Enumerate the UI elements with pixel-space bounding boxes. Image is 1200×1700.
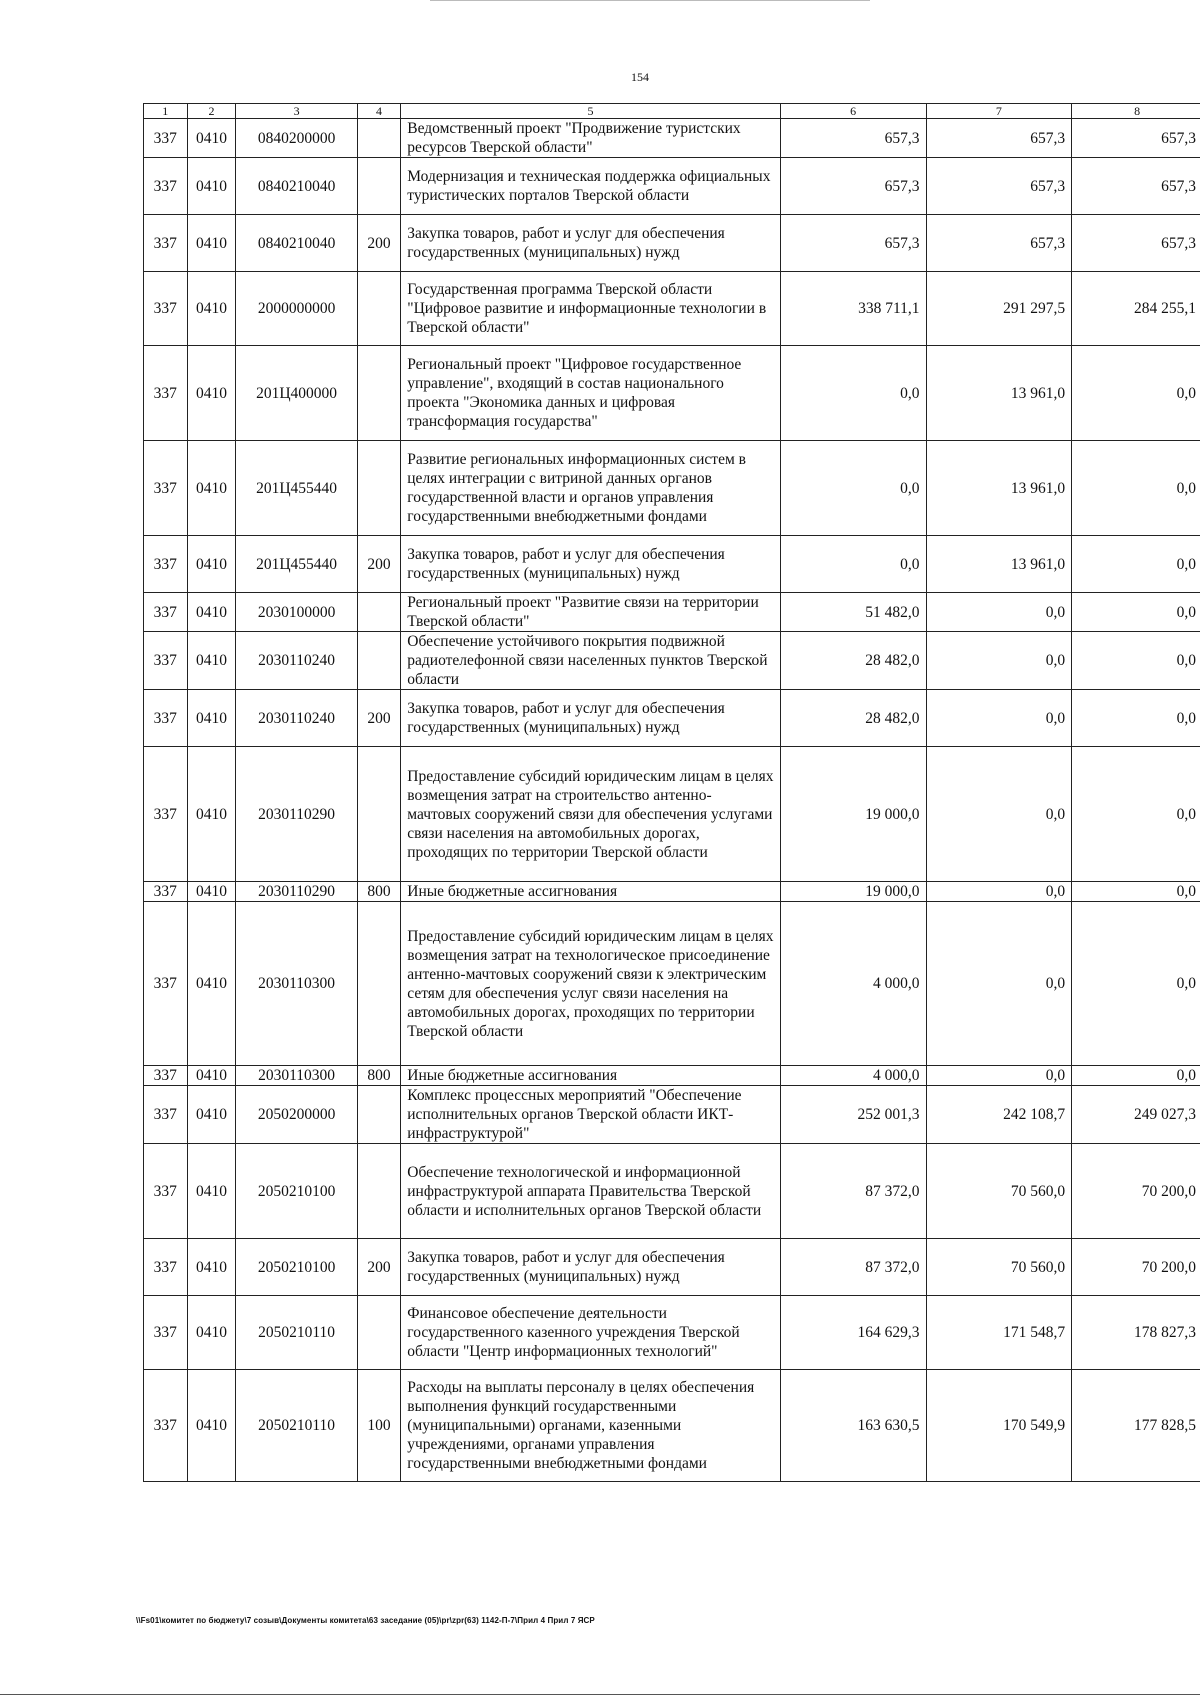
amount-year3-cell: 177 828,5 <box>1072 1370 1200 1482</box>
description-cell: Модернизация и техническая поддержка официальных туристических порталов Тверской области <box>401 158 781 215</box>
target-article-cell: 0840210040 <box>236 215 357 272</box>
target-article-cell: 2000000000 <box>236 272 357 346</box>
section-code-cell: 0410 <box>187 1296 236 1370</box>
amount-year3-cell: 249 027,3 <box>1072 1086 1200 1144</box>
admin-code-cell: 337 <box>144 346 188 441</box>
table-row <box>144 158 1200 215</box>
amount-year1-cell: 87 372,0 <box>780 1239 926 1296</box>
amount-year3-cell: 284 255,1 <box>1072 272 1200 346</box>
amount-year2-cell: 170 549,9 <box>926 1370 1072 1482</box>
table-row <box>144 902 1200 1066</box>
page-number: 154 <box>631 70 649 84</box>
amount-year1-cell: 164 629,3 <box>780 1296 926 1370</box>
column-header: 5 <box>401 104 781 119</box>
table-row <box>144 441 1200 536</box>
admin-code-cell: 337 <box>144 119 188 158</box>
amount-year1-cell: 87 372,0 <box>780 1144 926 1239</box>
expense-type-cell: 200 <box>357 1239 401 1296</box>
admin-code-cell: 337 <box>144 441 188 536</box>
section-code-cell: 0410 <box>187 1239 236 1296</box>
description-cell: Финансовое обеспечение деятельности государственного казенного учреждения Тверской области "Центр информационных технологий" <box>401 1296 781 1370</box>
admin-code-cell: 337 <box>144 1239 188 1296</box>
target-article-cell: 2030100000 <box>236 593 357 632</box>
budget-table <box>143 103 1200 1482</box>
section-code-cell: 0410 <box>187 536 236 593</box>
description-cell: Региональный проект "Развитие связи на территории Тверской области" <box>401 593 781 632</box>
description-cell: Ведомственный проект "Продвижение туристских ресурсов Тверской области" <box>401 119 781 158</box>
section-code-cell: 0410 <box>187 1066 236 1086</box>
amount-year3-cell: 0,0 <box>1072 632 1200 690</box>
description-cell: Закупка товаров, работ и услуг для обеспечения государственных (муниципальных) нужд <box>401 690 781 747</box>
amount-year3-cell: 0,0 <box>1072 593 1200 632</box>
amount-year2-cell: 0,0 <box>926 747 1072 882</box>
target-article-cell: 2030110300 <box>236 1066 357 1086</box>
expense-type-cell: 200 <box>357 690 401 747</box>
amount-year2-cell: 0,0 <box>926 690 1072 747</box>
description-cell: Региональный проект "Цифровое государственное управление", входящий в состав национального проекта "Экономика данных и цифровая трансформация государства" <box>401 346 781 441</box>
admin-code-cell: 337 <box>144 1370 188 1482</box>
amount-year2-cell: 657,3 <box>926 158 1072 215</box>
footer-file-path: \\Fs01\комитет по бюджету\7 созыв\Документы комитета\63 заседание (05)\pr\zpr(63) 1142-П-7\Прил 4 Прил 7 ЯСР <box>136 1616 595 1625</box>
section-code-cell: 0410 <box>187 882 236 902</box>
section-code-cell: 0410 <box>187 215 236 272</box>
amount-year1-cell: 28 482,0 <box>780 632 926 690</box>
column-header: 4 <box>357 104 401 119</box>
amount-year3-cell: 0,0 <box>1072 536 1200 593</box>
amount-year2-cell: 13 961,0 <box>926 441 1072 536</box>
description-cell: Предоставление субсидий юридическим лицам в целях возмещения затрат на строительство антенно-мачтовых сооружений связи для обеспечения услугами связи населения на автомобильных дорогах, проходящих по территории Тверской области <box>401 747 781 882</box>
section-code-cell: 0410 <box>187 690 236 747</box>
description-cell: Иные бюджетные ассигнования <box>401 882 781 902</box>
section-code-cell: 0410 <box>187 747 236 882</box>
section-code-cell: 0410 <box>187 1086 236 1144</box>
header-row <box>144 104 1200 119</box>
expense-type-cell: 800 <box>357 1066 401 1086</box>
table-row <box>144 882 1200 902</box>
amount-year1-cell: 657,3 <box>780 119 926 158</box>
target-article-cell: 201Ц455440 <box>236 441 357 536</box>
table-row <box>144 1239 1200 1296</box>
amount-year1-cell: 4 000,0 <box>780 1066 926 1086</box>
target-article-cell: 0840210040 <box>236 158 357 215</box>
target-article-cell: 2050210100 <box>236 1144 357 1239</box>
section-code-cell: 0410 <box>187 902 236 1066</box>
amount-year1-cell: 28 482,0 <box>780 690 926 747</box>
column-header: 2 <box>187 104 236 119</box>
table-row <box>144 536 1200 593</box>
amount-year2-cell: 70 560,0 <box>926 1239 1072 1296</box>
amount-year2-cell: 0,0 <box>926 632 1072 690</box>
expense-type-cell <box>357 158 401 215</box>
target-article-cell: 201Ц455440 <box>236 536 357 593</box>
target-article-cell: 201Ц400000 <box>236 346 357 441</box>
target-article-cell: 2030110290 <box>236 747 357 882</box>
table-row <box>144 1066 1200 1086</box>
admin-code-cell: 337 <box>144 882 188 902</box>
amount-year3-cell: 70 200,0 <box>1072 1144 1200 1239</box>
admin-code-cell: 337 <box>144 272 188 346</box>
amount-year1-cell: 657,3 <box>780 158 926 215</box>
table-row <box>144 690 1200 747</box>
top-rule <box>430 0 870 1</box>
amount-year2-cell: 657,3 <box>926 215 1072 272</box>
admin-code-cell: 337 <box>144 632 188 690</box>
table-row <box>144 119 1200 158</box>
admin-code-cell: 337 <box>144 215 188 272</box>
target-article-cell: 2030110290 <box>236 882 357 902</box>
expense-type-cell <box>357 346 401 441</box>
table-row <box>144 272 1200 346</box>
description-cell: Комплекс процессных мероприятий "Обеспечение исполнительных органов Тверской области ИКТ-инфраструктурой" <box>401 1086 781 1144</box>
bottom-rule <box>0 1694 1200 1695</box>
column-header: 8 <box>1072 104 1200 119</box>
expense-type-cell <box>357 441 401 536</box>
target-article-cell: 2030110300 <box>236 902 357 1066</box>
amount-year2-cell: 0,0 <box>926 593 1072 632</box>
amount-year1-cell: 338 711,1 <box>780 272 926 346</box>
section-code-cell: 0410 <box>187 272 236 346</box>
target-article-cell: 0840200000 <box>236 119 357 158</box>
amount-year2-cell: 70 560,0 <box>926 1144 1072 1239</box>
admin-code-cell: 337 <box>144 1086 188 1144</box>
table-row <box>144 593 1200 632</box>
expense-type-cell <box>357 747 401 882</box>
amount-year2-cell: 0,0 <box>926 882 1072 902</box>
amount-year1-cell: 657,3 <box>780 215 926 272</box>
amount-year2-cell: 13 961,0 <box>926 346 1072 441</box>
amount-year2-cell: 242 108,7 <box>926 1086 1072 1144</box>
amount-year3-cell: 0,0 <box>1072 747 1200 882</box>
column-header: 3 <box>236 104 357 119</box>
admin-code-cell: 337 <box>144 747 188 882</box>
description-cell: Государственная программа Тверской области "Цифровое развитие и информационные технологии в Тверской области" <box>401 272 781 346</box>
column-header: 1 <box>144 104 188 119</box>
description-cell: Обеспечение устойчивого покрытия подвижной радиотелефонной связи населенных пунктов Тверской области <box>401 632 781 690</box>
amount-year2-cell: 291 297,5 <box>926 272 1072 346</box>
description-cell: Предоставление субсидий юридическим лицам в целях возмещения затрат на технологическое присоединение антенно-мачтовых сооружений связи к электрическим сетям для обеспечения услуг связи населения на автомобильных дорогах, проходящих по территории Тверской области <box>401 902 781 1066</box>
amount-year2-cell: 0,0 <box>926 1066 1072 1086</box>
amount-year1-cell: 0,0 <box>780 346 926 441</box>
amount-year1-cell: 19 000,0 <box>780 747 926 882</box>
table-row <box>144 632 1200 690</box>
amount-year1-cell: 163 630,5 <box>780 1370 926 1482</box>
expense-type-cell: 200 <box>357 215 401 272</box>
section-code-cell: 0410 <box>187 158 236 215</box>
section-code-cell: 0410 <box>187 1144 236 1239</box>
amount-year1-cell: 19 000,0 <box>780 882 926 902</box>
expense-type-cell: 200 <box>357 536 401 593</box>
admin-code-cell: 337 <box>144 1144 188 1239</box>
amount-year3-cell: 0,0 <box>1072 441 1200 536</box>
amount-year1-cell: 0,0 <box>780 536 926 593</box>
target-article-cell: 2050200000 <box>236 1086 357 1144</box>
table-row <box>144 346 1200 441</box>
table-row <box>144 1296 1200 1370</box>
admin-code-cell: 337 <box>144 593 188 632</box>
description-cell: Обеспечение технологической и информационной инфраструктурой аппарата Правительства Тверской области и исполнительных органов Тверской области <box>401 1144 781 1239</box>
expense-type-cell <box>357 902 401 1066</box>
admin-code-cell: 337 <box>144 902 188 1066</box>
description-cell: Закупка товаров, работ и услуг для обеспечения государственных (муниципальных) нужд <box>401 215 781 272</box>
admin-code-cell: 337 <box>144 690 188 747</box>
amount-year3-cell: 0,0 <box>1072 1066 1200 1086</box>
amount-year2-cell: 171 548,7 <box>926 1296 1072 1370</box>
expense-type-cell: 800 <box>357 882 401 902</box>
admin-code-cell: 337 <box>144 1066 188 1086</box>
table-row <box>144 215 1200 272</box>
section-code-cell: 0410 <box>187 441 236 536</box>
amount-year1-cell: 252 001,3 <box>780 1086 926 1144</box>
section-code-cell: 0410 <box>187 119 236 158</box>
amount-year2-cell: 657,3 <box>926 119 1072 158</box>
table-row <box>144 1144 1200 1239</box>
description-cell: Закупка товаров, работ и услуг для обеспечения государственных (муниципальных) нужд <box>401 536 781 593</box>
admin-code-cell: 337 <box>144 158 188 215</box>
amount-year3-cell: 657,3 <box>1072 119 1200 158</box>
amount-year1-cell: 51 482,0 <box>780 593 926 632</box>
amount-year3-cell: 70 200,0 <box>1072 1239 1200 1296</box>
amount-year2-cell: 13 961,0 <box>926 536 1072 593</box>
section-code-cell: 0410 <box>187 346 236 441</box>
description-cell: Расходы на выплаты персоналу в целях обеспечения выполнения функций государственными (муниципальными) органами, казенными учреждениями, органами управления государственными внебюджетными фондами <box>401 1370 781 1482</box>
amount-year3-cell: 657,3 <box>1072 215 1200 272</box>
expense-type-cell <box>357 1296 401 1370</box>
expense-type-cell <box>357 593 401 632</box>
expense-type-cell <box>357 632 401 690</box>
section-code-cell: 0410 <box>187 593 236 632</box>
admin-code-cell: 337 <box>144 536 188 593</box>
admin-code-cell: 337 <box>144 1296 188 1370</box>
column-header: 7 <box>926 104 1072 119</box>
target-article-cell: 2050210110 <box>236 1370 357 1482</box>
amount-year3-cell: 0,0 <box>1072 882 1200 902</box>
section-code-cell: 0410 <box>187 632 236 690</box>
amount-year2-cell: 0,0 <box>926 902 1072 1066</box>
amount-year1-cell: 0,0 <box>780 441 926 536</box>
expense-type-cell <box>357 1086 401 1144</box>
table-row <box>144 747 1200 882</box>
target-article-cell: 2050210100 <box>236 1239 357 1296</box>
amount-year3-cell: 0,0 <box>1072 690 1200 747</box>
section-code-cell: 0410 <box>187 1370 236 1482</box>
column-header: 6 <box>780 104 926 119</box>
amount-year3-cell: 178 827,3 <box>1072 1296 1200 1370</box>
description-cell: Развитие региональных информационных систем в целях интеграции с витриной данных органов государственной власти и органов управления государственными внебюджетными фондами <box>401 441 781 536</box>
expense-type-cell <box>357 119 401 158</box>
amount-year3-cell: 0,0 <box>1072 346 1200 441</box>
expense-type-cell <box>357 1144 401 1239</box>
target-article-cell: 2030110240 <box>236 690 357 747</box>
table-row <box>144 1086 1200 1144</box>
amount-year3-cell: 657,3 <box>1072 158 1200 215</box>
table-row <box>144 1370 1200 1482</box>
expense-type-cell: 100 <box>357 1370 401 1482</box>
target-article-cell: 2030110240 <box>236 632 357 690</box>
description-cell: Закупка товаров, работ и услуг для обеспечения государственных (муниципальных) нужд <box>401 1239 781 1296</box>
amount-year1-cell: 4 000,0 <box>780 902 926 1066</box>
description-cell: Иные бюджетные ассигнования <box>401 1066 781 1086</box>
expense-type-cell <box>357 272 401 346</box>
target-article-cell: 2050210110 <box>236 1296 357 1370</box>
amount-year3-cell: 0,0 <box>1072 902 1200 1066</box>
